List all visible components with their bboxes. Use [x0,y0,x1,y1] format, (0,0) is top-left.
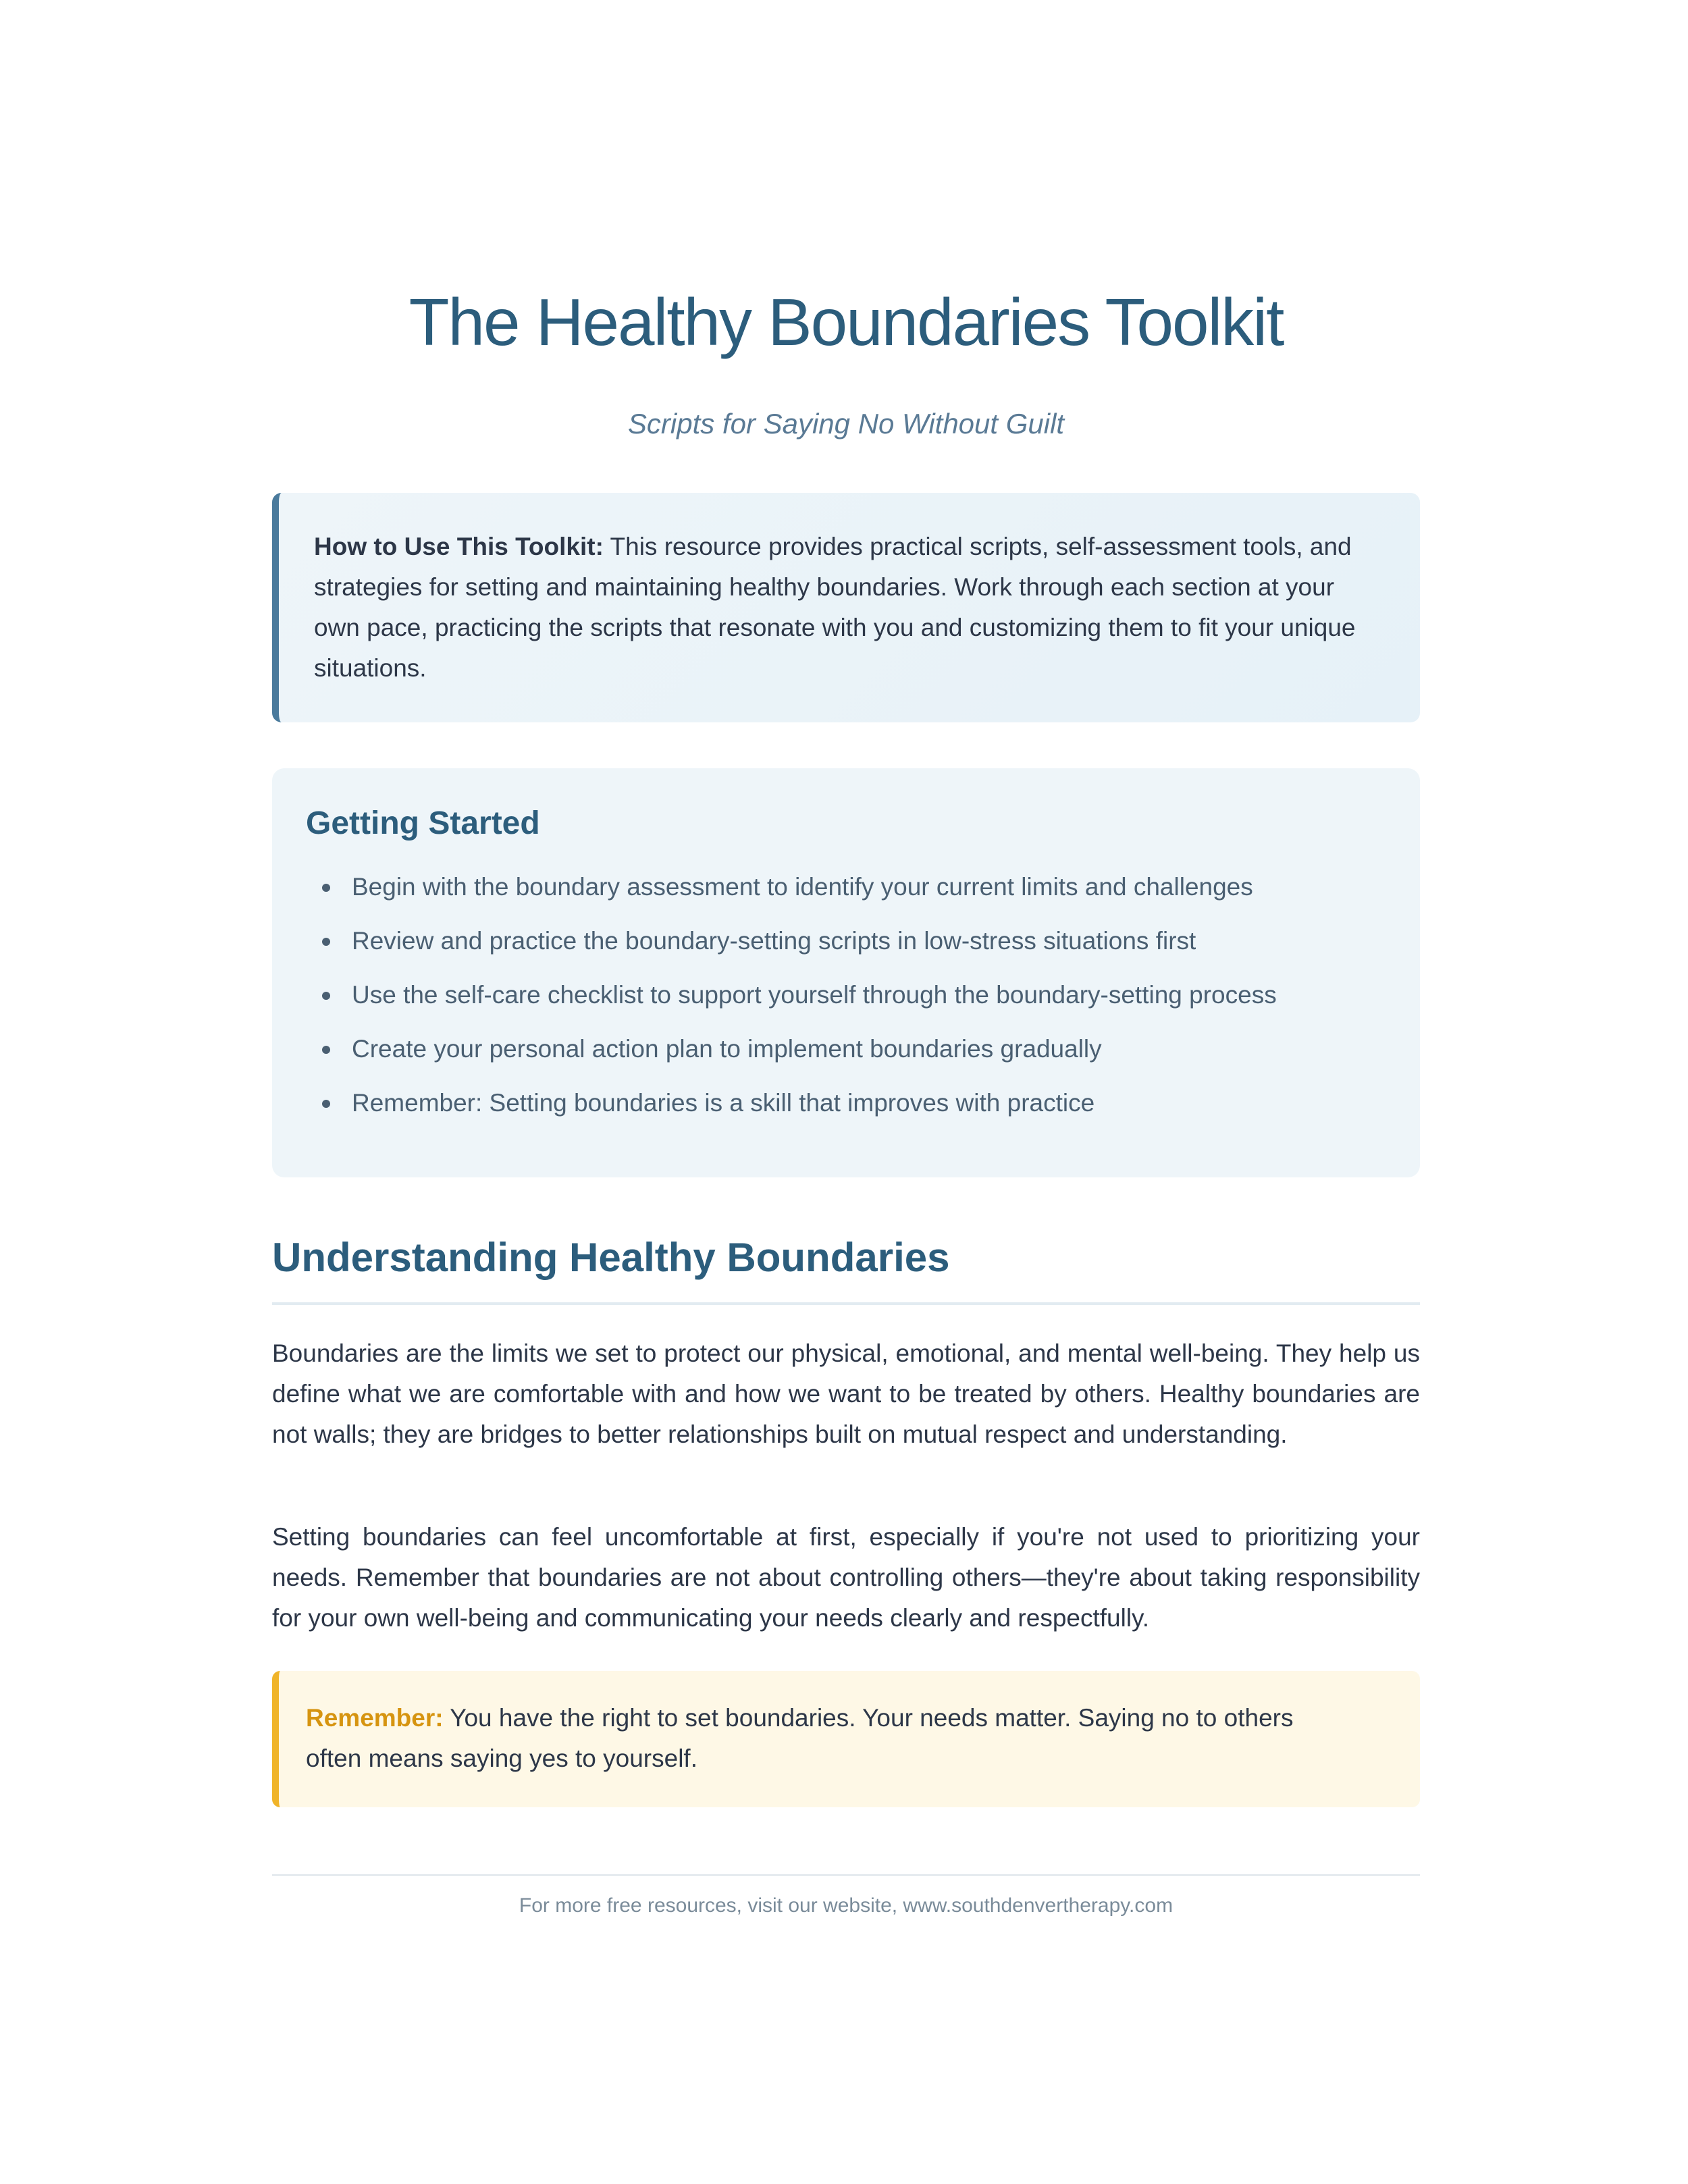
list-item: Begin with the boundary assessment to identify your current limits and challenges [352,870,1386,905]
body-paragraph: Setting boundaries can feel uncomfortable at first, especially if you're not used to prioritizing your needs. Remember that boundaries are not about controlling others—they're about taking responsibility for your own well-being and communicating your needs clearly and respectfully. [272,1523,1420,1632]
body-paragraph: Boundaries are the limits we set to protect our physical, emotional, and mental well-being. They help us define what we are comfortable with and how we want to be treated by others. Healthy boundaries are not walls; they are bridges to better relationships built on mutual respect and understanding. [272,1339,1420,1448]
remember-callout [272,1671,1420,1807]
document-subtitle: Scripts for Saying No Without Guilt [627,408,1065,440]
section-title: Understanding Healthy Boundaries [272,1235,950,1280]
remember-text: You have the right to set boundaries. Your needs matter. Saying no to others often means saying yes to yourself. [306,1704,1294,1772]
list-item: Create your personal action plan to implement boundaries gradually [352,1032,1386,1067]
remember-lead: Remember: [306,1704,444,1732]
intro-box [272,493,1420,722]
intro-lead: How to Use This Toolkit: [314,533,604,560]
list-item: Review and practice the boundary-setting scripts in low-stress situations first [352,924,1386,959]
list-item: Use the self-care checklist to support yourself through the boundary-setting process [352,978,1386,1013]
getting-started-list [306,870,1386,1121]
footer-divider [272,1874,1420,1876]
footer-text: For more free resources, visit our website, www.southdenvertherapy.com [519,1894,1173,1917]
section-divider [272,1302,1420,1305]
intro-text: This resource provides practical scripts, self-assessment tools, and strategies for setting and maintaining healthy boundaries. Work through each section at your own pace, practicing the scripts that resonate with you and customizing them to fit your unique situations. [314,533,1356,682]
document-title: The Healthy Boundaries Toolkit [408,285,1284,359]
list-item: Remember: Setting boundaries is a skill that improves with practice [352,1086,1386,1121]
getting-started-box [272,768,1420,1177]
getting-started-title: Getting Started [306,805,540,841]
